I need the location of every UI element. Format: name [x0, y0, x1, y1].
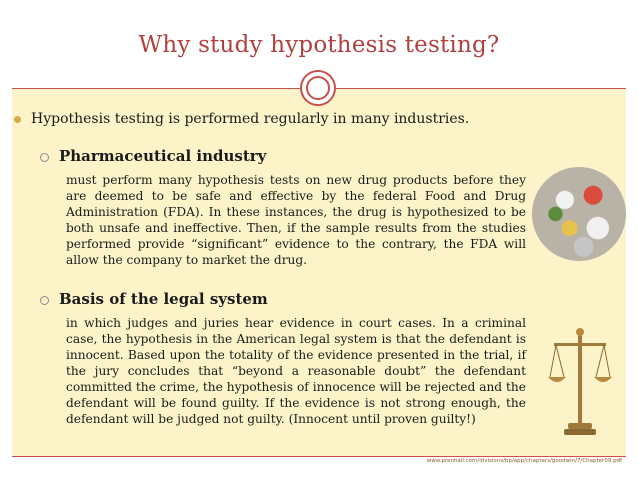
- ring-bullet-icon: [40, 296, 49, 305]
- sub-bullet-legal: [40, 290, 268, 308]
- paragraph-pharma: must perform many hypothesis tests on new drug products before they are deemed to be safe and effective by the federal Food and Drug Administration (FDA). In these instances, the drug is hypothesized to be both unsafe and ineffective. Then, if the sample results from the studies performed provide “significant” evidence to the contrary, the FDA will allow the company to market the drug.: [66, 173, 526, 267]
- source-url[interactable]: www.prenhall.com/divisions/bp/app/chapters/goodwin/7/Chapter09.pdf: [426, 458, 622, 464]
- bottom-divider: [12, 456, 626, 457]
- main-bullet-text: Hypothesis testing is performed regularly in many industries.: [31, 111, 470, 127]
- main-bullet: [14, 111, 469, 127]
- sub-heading-legal: Basis of the legal system: [59, 290, 268, 308]
- slide-title: Why study hypothesis testing?: [138, 32, 500, 58]
- circle-ornament-icon: [300, 70, 336, 106]
- bullet-dot-icon: [14, 116, 21, 123]
- ring-bullet-icon: [40, 153, 49, 162]
- scales-of-justice-icon: [548, 325, 612, 437]
- paragraph-legal: in which judges and juries hear evidence in court cases. In a criminal case, the hypothesis in the American legal system is that the defendant is innocent. Based upon the totality of the evidence presented in the trial, if the jury concludes that “beyond a reasonable doubt” the defendant committed the crime, the hypothesis of innocence will be rejected and the defendant will be found guilty. If the evidence is not strong enough, the defendant will be judged not guilty. (Innocent until proven guilty!): [66, 316, 526, 426]
- sub-heading-pharma: Pharmaceutical industry: [59, 147, 267, 165]
- sub-bullet-pharma: [40, 147, 266, 165]
- pills-image: [532, 167, 626, 261]
